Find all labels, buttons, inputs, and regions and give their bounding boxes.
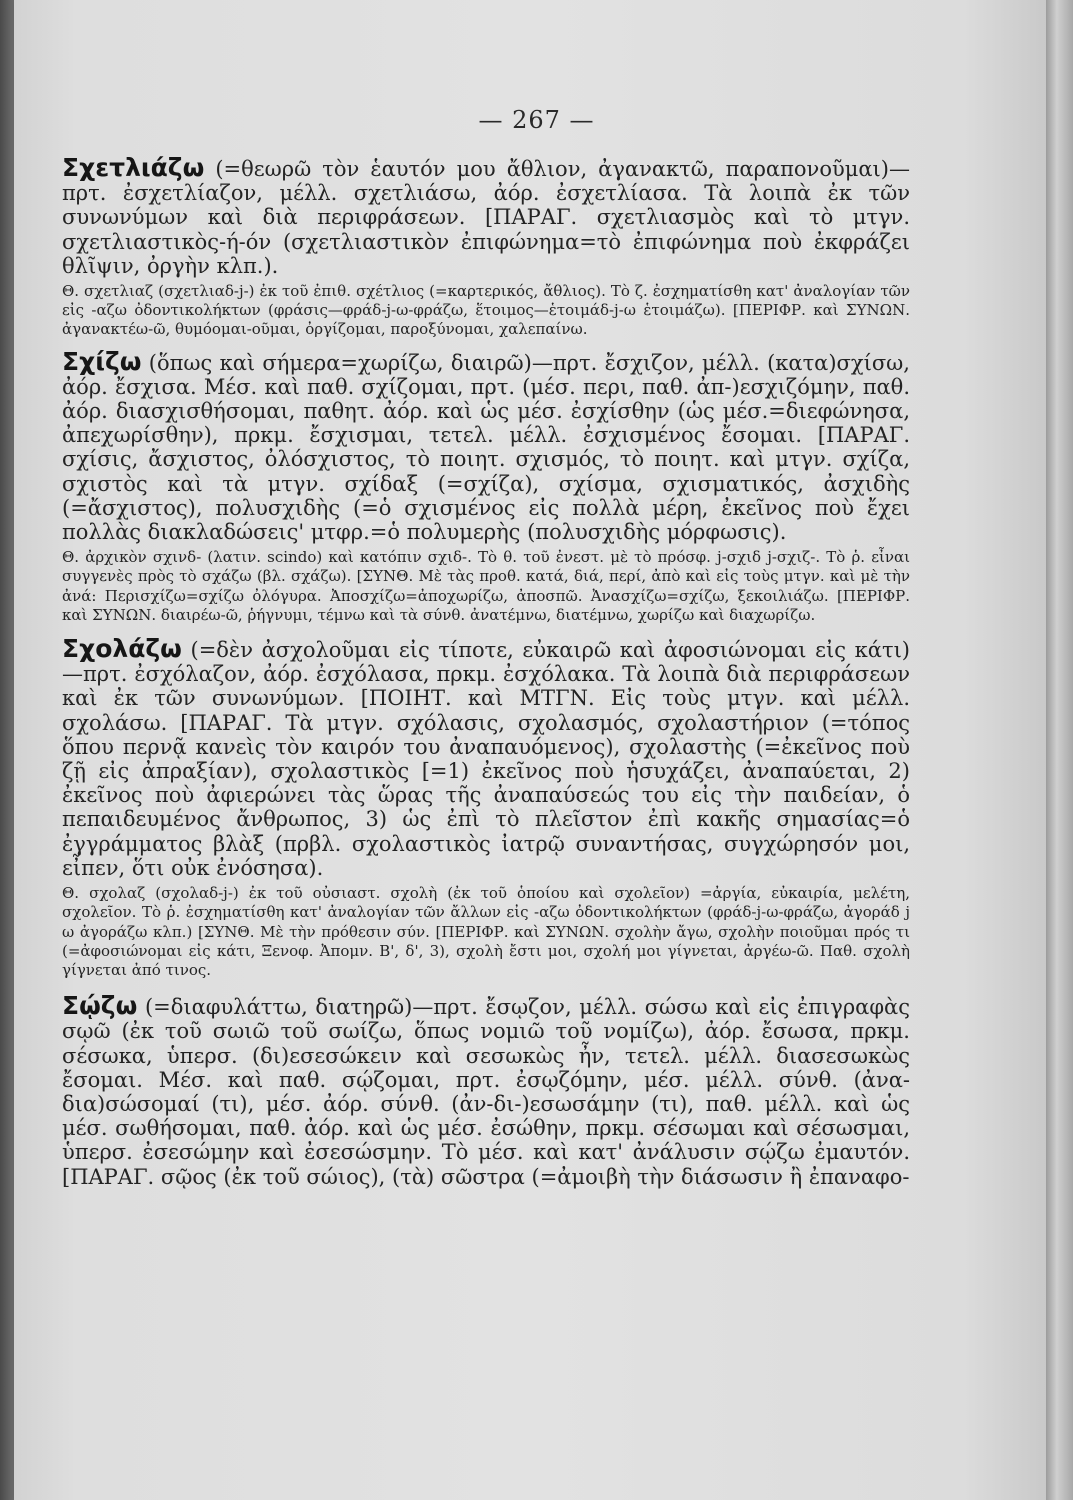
etymology-note: Θ. σχολαζ (σχολαδ-j-) ἐκ τοῦ οὐσιαστ. σχολὴ (ἐκ τοῦ ὁποίου καὶ σχολεῖον) =ἀργία, εὐκαιρία, μελέτη, σχολεῖον. Τὸ ῥ. ἐσχηματίσθη κατ' ἀναλογίαν τῶν ἄλλων εἰς -αζω ὀδοντικολήκτων (φράδ-j-ω-φράζω, ἀγοράδ j ω ἀγοράζω κλπ.) [ΣΥΝΘ. Μὲ τὴν πρόθεσιν σύν. [ΠΕΡΙΦΡ. καὶ ΣΥΝΩΝ. σχολὴν ἄγω, σχολὴν ποιοῦμαι πρός τι (=ἀφοσιώνομαι εἰς κάτι, Ξενοφ. Ἀπομν. Β', δ', 3), σχολὴ ἔστι μοι, σχολή μοι γίγνεται, ἀργέω-ῶ. Παθ. σχολὴ γίγνεται ἀπό τινος. (62, 884, 910, 979)
etymology-note: Θ. ἀρχικὸν σχινδ- (λατιν. scindo) καὶ κατόπιν σχιδ-. Τὸ θ. τοῦ ἐνεστ. μὲ τὸ πρόσφ. j-σχιδ j-σχιζ-. Τὸ ῥ. εἶναι συγγενὲς πρὸς τὸ σχάζω (βλ. σχάζω). [ΣΥΝΘ. Μὲ τὰς προθ. κατά, διά, περί, ἀπὸ καὶ εἰς τοὺς μτγν. καὶ μὲ τὴν ἀνά: Περισχίζω=σχίζω ὀλόγυρα. Ἀποσχίζω=ἀποχωρίζω, ἀποσπῶ. Ἀνασχίζω=σχίζω, ξεκοιλιάζω. [ΠΕΡΙΦΡ. καὶ ΣΥΝΩΝ. διαιρέω-ῶ, ῥήγνυμι, τέμνω καὶ τὰ σύνθ. ἀνατέμνω, διατέμνω, χωρίζω καὶ διαχωρίζω. (62, 548, 910, 624)
entry-headword: Σῴζω (62, 991, 138, 1021)
entry-body: (=θεωρῶ τὸν ἑαυτόν μου ἄθλιον, ἀγανακτῶ, παραπονοῦμαι)—πρτ. ἐσχετλίαζον, μέλλ. σχετλιάσω, ἀόρ. ἐσχετλίασα. Τὰ λοιπὰ ἐκ τῶν συνωνύμων καὶ διὰ περιφράσεων. [ΠΑΡΑΓ. σχετλιασμὸς καὶ τὸ μτγν. σχετλιαστικὸς-ή-όν (σχετλιαστικὸν ἐπιφώνημα=τὸ ἐπιφώνημα ποὺ ἐκφράζει θλῖψιν, ὀργὴν κλπ.). (62, 157, 910, 278)
entry-definition (62, 991, 910, 1189)
etymology-note: Θ. σχετλιαζ (σχετλιαδ-j-) ἐκ τοῦ ἐπιθ. σχέτλιος (=καρτερικός, ἄθλιος). Τὸ ζ. ἐσχηματίσθη κατ' ἀναλογίαν τῶν εἰς -αζω ὀδοντικολήκτων (φράσις—φράδ-j-ω-φράζω, ἕτοιμος—ἑτοιμάδ-j-ω ἑτοιμάζω). [ΠΕΡΙΦΡ. καὶ ΣΥΝΩΝ. ἀγανακτέω-ῶ, θυμόομαι-οῦμαι, ὀργίζομαι, παροξύνομαι, χαλεπαίνω. (62, 282, 910, 339)
entry-headword: Σχίζω (62, 346, 142, 376)
entry-definition (62, 346, 910, 545)
dictionary-entry (62, 346, 910, 629)
dictionary-entry (62, 153, 910, 344)
entry-body: (=διαφυλάττω, διατηρῶ)—πρτ. ἔσῳζον, μέλλ. σώσω καὶ εἰς ἐπιγραφὰς σῳῶ (ἐκ τοῦ σωιῶ τοῦ σωίζω, ὅπως νομιῶ τοῦ νομίζω), ἀόρ. ἔσωσα, πρκμ. σέσωκα, ὑπερσ. (δι)εσεσώκειν καὶ σεσωκὼς ἦν, τετελ. μέλλ. διασεσωκὼς ἔσομαι. Μέσ. καὶ παθ. σῴζομαι, πρτ. ἐσῳζόμην, μέσ. μέλλ. σύνθ. (ἀνα-δια)σώσομαί (τι), μέσ. ἀόρ. σύνθ. (ἀν-δι-)εσωσάμην (τι), παθ. μέλλ. καὶ ὡς μέσ. σωθήσομαι, παθ. ἀόρ. καὶ ὡς μέσ. ἐσώθην, πρκμ. σέσωμαι καὶ σέσωσμαι, ὑπερσ. ἐσεσώμην καὶ ἐσεσώσμην. Τὸ μέσ. καὶ κατ' ἀνάλυσιν σῴζω ἐμαυτόν. [ΠΑΡΑΓ. σῷος (ἐκ τοῦ σώιος), (τὰ) σῶστρα (=ἀμοιβὴ τὴν διάσωσιν ἢ ἐπαναφο- (62, 995, 910, 1189)
dictionary-entry (62, 991, 910, 1189)
dictionary-entry (62, 634, 910, 984)
entry-definition (62, 634, 910, 880)
entry-body: (=δὲν ἀσχολοῦμαι εἰς τίποτε, εὐκαιρῶ καὶ ἀφοσιώνομαι εἰς κάτι)—πρτ. ἐσχόλαζον, ἀόρ. ἐσχόλασα, πρκμ. ἐσχόλακα. Τὰ λοιπὰ διὰ περιφράσεων καὶ ἐκ τῶν συνωνύμων. [ΠΟΙΗΤ. καὶ ΜΤΓΝ. Εἰς τοὺς μτγν. καὶ μέλλ. σχολάσω. [ΠΑΡΑΓ. Τὰ μτγν. σχόλασις, σχολασμός, σχολαστήριον (=τόπος ὅπου περνᾷ κανεὶς τὸν καιρόν του ἀναπαυόμενος), σχολαστὴς (=ἐκεῖνος ποὺ ζῇ εἰς ἀπραξίαν), σχολαστικὸς [=1) ἐκεῖνος ποὺ ἡσυχάζει, ἀναπαύεται, 2) ἐκεῖνος ποὺ ἀφιερώνει τὰς ὥρας τῆς ἀναπαύσεώς του εἰς τὴν παιδείαν, ὁ πεπαιδευμένος ἄνθρωπος, 3) ὡς ἐπὶ τὸ πλεῖστον ἐπὶ κακῆς σημασίας=ὁ ἐγγράμματος βλὰξ (πρβλ. σχολαστικὸς ἰατρῷ συναντήσας, συγχώρησόν μοι, εἶπεν, ὅτι οὐκ ἐνόσησα). (62, 638, 910, 880)
entry-headword: Σχετλιάζω (62, 153, 205, 182)
entry-definition (62, 153, 910, 278)
dictionary-column (62, 153, 910, 1189)
page-number: — 267 — (478, 106, 595, 134)
entry-headword: Σχολάζω (62, 634, 182, 664)
entry-body: (ὅπως καὶ σήμερα=χωρίζω, διαιρῶ)—πρτ. ἔσχιζον, μέλλ. (κατα)σχίσω, ἀόρ. ἔσχισα. Μέσ. καὶ παθ. σχίζομαι, πρτ. (μέσ. περι, παθ. ἀπ-)εσχιζόμην, παθ. ἀόρ. διασχισθήσομαι, παθητ. ἀόρ. καὶ ὡς μέσ. ἐσχίσθην (ὡς μέσ.=διεφώνησα, ἀπεχωρίσθην), πρκμ. ἔσχισμαι, τετελ. μέλλ. ἐσχισμένος ἔσομαι. [ΠΑΡΑΓ. σχίσις, ἄσχιστος, ὀλόσχιστος, τὸ ποιητ. σχισμός, τὸ ποιητ. καὶ μτγν. σχίζα, σχιστὸς καὶ τὰ μτγν. σχίδαξ (=σχίζα), σχίσμα, σχισματικός, ἀσχιδὴς (=ἄσχιστος), πολυσχιδὴς (=ὁ σχισμένος εἰς πολλὰ μέρη, ἐκεῖνος ποὺ ἔχει πολλὰς διακλαδώσεις' μτφρ.=ὁ πολυμερὴς (πολυσχιδὴς μόρφωσις). (62, 350, 910, 545)
page-edge-stack (1046, 0, 1073, 1500)
